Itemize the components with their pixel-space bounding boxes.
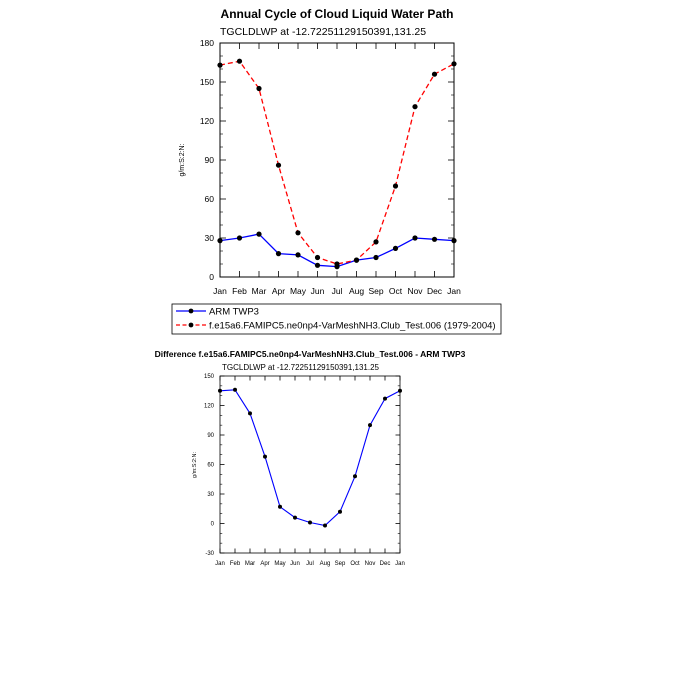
x-tick-label: Apr — [271, 286, 286, 296]
bottom-chart-ylabel: g/m:S:2:N: — [192, 452, 198, 478]
y-tick-label: 60 — [204, 193, 214, 204]
top-y-tick-labels — [200, 38, 214, 282]
legend-marker-arm — [189, 309, 194, 314]
series-0-point — [398, 389, 402, 393]
y-tick-label: 90 — [204, 154, 214, 165]
series-0-point — [237, 235, 242, 240]
x-tick-label: Aug — [319, 561, 331, 567]
series-0-point — [218, 389, 222, 393]
series-0-point — [233, 388, 237, 392]
y-tick-label: -30 — [205, 551, 214, 558]
bottom-chart-subtitle: TGCLDLWP at -12.72251129150391,131.25 — [222, 363, 379, 372]
top-x-tick-labels — [213, 286, 461, 296]
series-0-point — [373, 255, 378, 260]
x-tick-label: Jul — [306, 561, 314, 567]
y-tick-label: 0 — [210, 521, 214, 528]
x-tick-label: May — [289, 286, 307, 296]
series-1-point — [276, 163, 281, 168]
series-line-1 — [220, 61, 454, 264]
series-1-point — [432, 72, 437, 77]
x-tick-label: Jun — [310, 286, 325, 296]
series-1-point — [256, 86, 261, 91]
series-0-point — [393, 246, 398, 251]
y-tick-label: 60 — [207, 462, 214, 469]
x-tick-label: Sep — [368, 286, 384, 296]
series-0-point — [256, 232, 261, 237]
y-tick-label: 30 — [204, 232, 214, 243]
series-0-point — [451, 238, 456, 243]
bottom-y-tick-labels — [204, 374, 215, 557]
series-1-point — [315, 255, 320, 260]
series-1-point — [451, 61, 456, 66]
x-tick-label: Sep — [334, 561, 346, 567]
x-tick-label: Jan — [215, 561, 225, 567]
y-tick-label: 30 — [207, 492, 214, 499]
x-tick-label: Dec — [426, 286, 443, 296]
series-0-point — [432, 237, 437, 242]
bottom-x-tick-labels — [215, 561, 405, 567]
x-tick-label: Nov — [364, 561, 376, 567]
x-tick-label: Aug — [348, 286, 365, 296]
x-tick-label: Feb — [232, 286, 247, 296]
series-0-point — [323, 523, 327, 527]
series-0-point — [412, 235, 417, 240]
x-tick-label: Nov — [407, 286, 423, 296]
series-0-point — [276, 251, 281, 256]
series-0-point — [383, 397, 387, 401]
series-0-point — [368, 423, 372, 427]
bottom-axis-ticks — [220, 376, 400, 553]
top-plot-frame — [220, 43, 454, 277]
bottom-series-group — [218, 388, 402, 528]
series-0-point — [295, 252, 300, 257]
top-chart-subtitle: TGCLDLWP at -12.72251129150391,131.25 — [220, 26, 427, 38]
y-tick-label: 180 — [199, 37, 214, 48]
series-1-point — [373, 239, 378, 244]
legend-label-model: f.e15a6.FAMIPC5.ne0np4-VarMeshNH3.Club_Test.006 (1979-2004) — [209, 320, 496, 332]
x-tick-label: Mar — [244, 561, 256, 567]
series-0-point — [263, 455, 267, 459]
y-tick-label: 150 — [203, 374, 214, 381]
series-1-point — [237, 59, 242, 64]
x-tick-label: Feb — [229, 561, 241, 567]
x-tick-label: Oct — [350, 561, 360, 567]
legend-label-arm: ARM TWP3 — [209, 306, 259, 318]
series-1-point — [412, 104, 417, 109]
x-tick-label: Jul — [331, 286, 343, 296]
top-chart-ylabel: g/m:S:2:N: — [179, 143, 186, 177]
x-tick-label: Oct — [388, 286, 403, 296]
legend-marker-model — [189, 323, 194, 328]
top-chart-title: Annual Cycle of Cloud Liquid Water Path — [220, 7, 454, 21]
y-tick-label: 0 — [209, 271, 214, 282]
series-1-point — [334, 261, 339, 266]
series-0-point — [293, 516, 297, 520]
series-line-0 — [220, 390, 400, 526]
series-0-point — [315, 263, 320, 268]
y-tick-label: 150 — [199, 76, 214, 87]
series-0-point — [248, 411, 252, 415]
series-1-point — [295, 230, 300, 235]
x-tick-label: Jun — [290, 561, 300, 567]
x-tick-label: Apr — [260, 561, 270, 567]
series-0-point — [308, 521, 312, 525]
x-tick-label: Jan — [395, 561, 405, 567]
top-series-group — [217, 59, 456, 270]
x-tick-label: Mar — [251, 286, 267, 296]
series-1-point — [354, 258, 359, 263]
x-tick-label: Jan — [447, 286, 461, 296]
bottom-chart-title: Difference f.e15a6.FAMIPC5.ne0np4-VarMeshNH3.Club_Test.006 - ARM TWP3 — [154, 349, 466, 359]
x-tick-label: Jan — [213, 286, 227, 296]
x-tick-label: May — [274, 561, 286, 567]
y-tick-label: 120 — [203, 403, 214, 410]
series-0-point — [353, 474, 357, 478]
top-axis-ticks — [220, 43, 454, 277]
series-1-point — [217, 63, 222, 68]
y-tick-label: 120 — [199, 115, 214, 126]
series-0-point — [217, 238, 222, 243]
series-0-point — [278, 505, 282, 509]
x-tick-label: Dec — [379, 561, 391, 567]
y-tick-label: 90 — [207, 433, 214, 440]
series-1-point — [393, 183, 398, 188]
bottom-plot-frame — [220, 376, 400, 553]
series-0-point — [338, 510, 342, 514]
